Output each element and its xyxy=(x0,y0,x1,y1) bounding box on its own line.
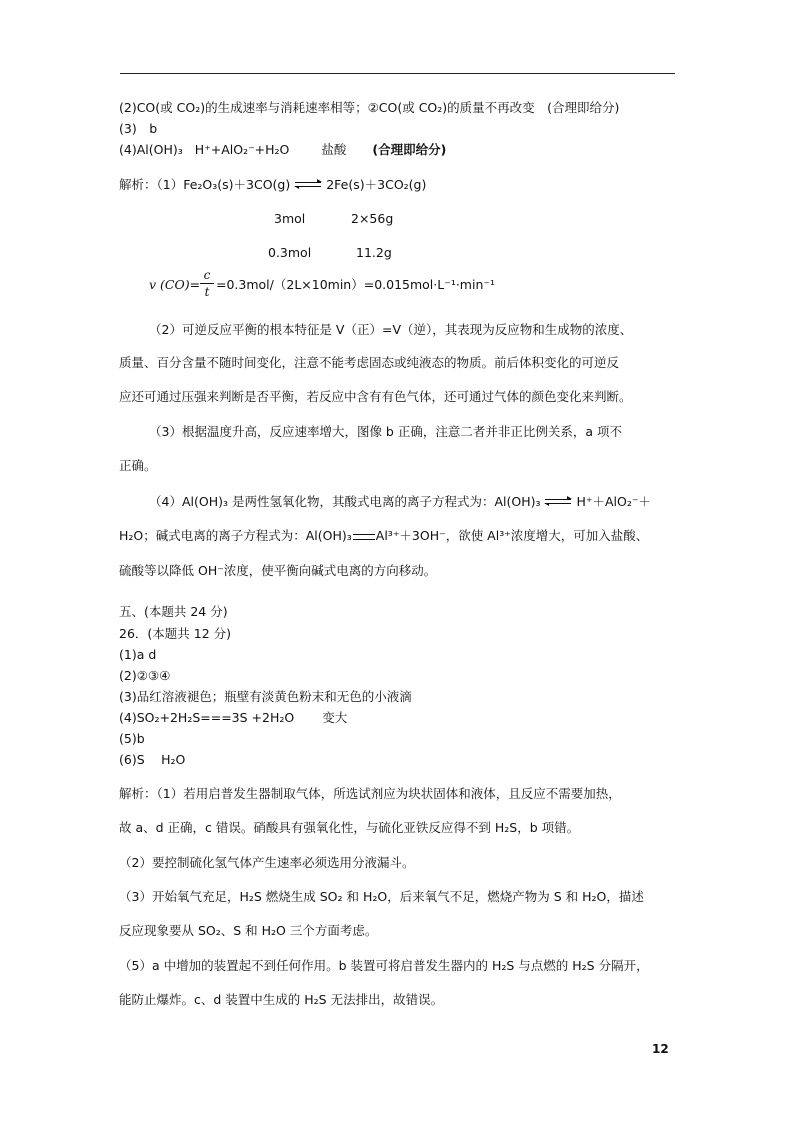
answer-q2: (2)CO(或 CO₂)的生成速率与消耗速率相等；②CO(或 CO₂)的质量不再改变 (合理即给分) xyxy=(119,100,620,115)
q26-a5: (5)b xyxy=(119,731,145,746)
ratio-row1-b: 2×56g xyxy=(351,211,394,226)
frac-denominator: t xyxy=(204,285,210,299)
section5-title: 五、(本题共 24 分) xyxy=(119,604,228,619)
ratio-row1-a: 3mol xyxy=(274,211,306,226)
p4-line1-b: H⁺＋AlO₂⁻＋ xyxy=(576,494,651,509)
q4-note: (合理即给分) xyxy=(372,142,447,157)
q26-a4-b: 变大 xyxy=(322,710,348,725)
q26-title: 26．(本题共 12 分) xyxy=(119,626,232,641)
p4-line1 xyxy=(149,494,651,510)
equals-arrow-icon xyxy=(353,534,375,540)
analysis1-equation xyxy=(119,177,426,193)
p2-line2: 质量、百分含量不随时间变化，注意不能考虑固态或纯液态的物质。前后体积变化的可逆反 xyxy=(119,355,620,370)
q26-a4 xyxy=(119,710,347,726)
equilibrium-arrow-icon xyxy=(295,181,321,191)
rate-rhs: =0.3mol/（2L×10min）=0.015mol·L⁻¹·min⁻¹ xyxy=(216,277,495,292)
p4-line2-b: Al³⁺＋3OH⁻，欲使 Al³⁺浓度增大，可加入盐酸、 xyxy=(375,528,649,543)
rate-lhs: v (CO)= xyxy=(149,277,201,292)
p4-line2 xyxy=(119,528,648,544)
q4-ions: H⁺+AlO₂⁻+H₂O xyxy=(194,142,290,157)
q26-a1: (1)a d xyxy=(119,647,157,662)
answer-q3: (3) b xyxy=(119,121,158,136)
frac-numerator: c xyxy=(203,268,211,282)
header-rule xyxy=(120,73,675,74)
analysis2-line1: 解析：（1）若用启普发生器制取气体，所选试剂应为块状固体和液体，且反应不需要加热， xyxy=(119,786,621,801)
analysis2-line7: 能防止爆炸。c、d 装置中生成的 H₂S 无法排出，故错误。 xyxy=(119,992,444,1007)
q26-a3: (3)品红溶液褪色；瓶壁有淡黄色粉末和无色的小液滴 xyxy=(119,689,412,704)
analysis2-line3: （2）要控制硫化氢气体产生速率必须选用分液漏斗。 xyxy=(119,855,415,870)
p4-line3: 硫酸等以降低 OH⁻浓度，使平衡向碱式电离的方向移动。 xyxy=(119,563,437,578)
analysis1-label: 解析：（1）Fe₂O₃(s)＋3CO(g) xyxy=(119,177,291,192)
answer-q4 xyxy=(119,142,446,158)
analysis2-line6: （5）a 中增加的装置起不到任何作用。b 装置可将启普发生器内的 H₂S 与点燃的 H₂S 分隔开， xyxy=(119,958,649,973)
analysis2-line5: 反应现象要从 SO₂、S 和 H₂O 三个方面考虑。 xyxy=(119,923,378,938)
q26-a4-eq: (4)SO₂+2H₂S===3S +2H₂O xyxy=(119,710,295,725)
p3-line2: 正确。 xyxy=(119,458,157,473)
q4-acid: 盐酸 xyxy=(321,142,347,157)
p2-line3: 应还可通过压强来判断是否平衡，若反应中含有有色气体，还可通过气体的颜色变化来判断。 xyxy=(119,389,632,404)
equilibrium-arrow-icon xyxy=(545,498,571,508)
q26-a6: (6)S H₂O xyxy=(119,752,186,767)
q26-a2: (2)②③④ xyxy=(119,668,171,683)
p3-line1: （3）根据温度升高，反应速率增大，图像 b 正确，注意二者并非正比例关系，a 项不 xyxy=(149,424,622,439)
page-number: 12 xyxy=(652,1042,669,1056)
analysis1-product: 2Fe(s)＋3CO₂(g) xyxy=(326,177,427,192)
p4-line2-a: H₂O；碱式电离的离子方程式为：Al(OH)₃ xyxy=(119,528,352,543)
analysis2-line4: （3）开始氧气充足，H₂S 燃烧生成 SO₂ 和 H₂O，后来氧气不足，燃烧产物为 S 和 H₂O，描述 xyxy=(119,889,644,904)
q4-prefix: (4)Al(OH)₃ xyxy=(119,142,183,157)
p4-line1-a: （4）Al(OH)₃ 是两性氢氧化物，其酸式电离的离子方程式为：Al(OH)₃ xyxy=(149,494,541,509)
ratio-row2-a: 0.3mol xyxy=(268,245,312,260)
ratio-row2-b: 11.2g xyxy=(356,245,392,260)
analysis2-line2: 故 a、d 正确，c 错误。硝酸具有强氧化性，与硫化亚铁反应得不到 H₂S，b 项错。 xyxy=(119,820,580,835)
rate-fraction xyxy=(200,268,214,299)
p2-line1: （2）可逆反应平衡的根本特征是 V（正）=V（逆），其表现为反应物和生成物的浓度、 xyxy=(149,322,633,337)
